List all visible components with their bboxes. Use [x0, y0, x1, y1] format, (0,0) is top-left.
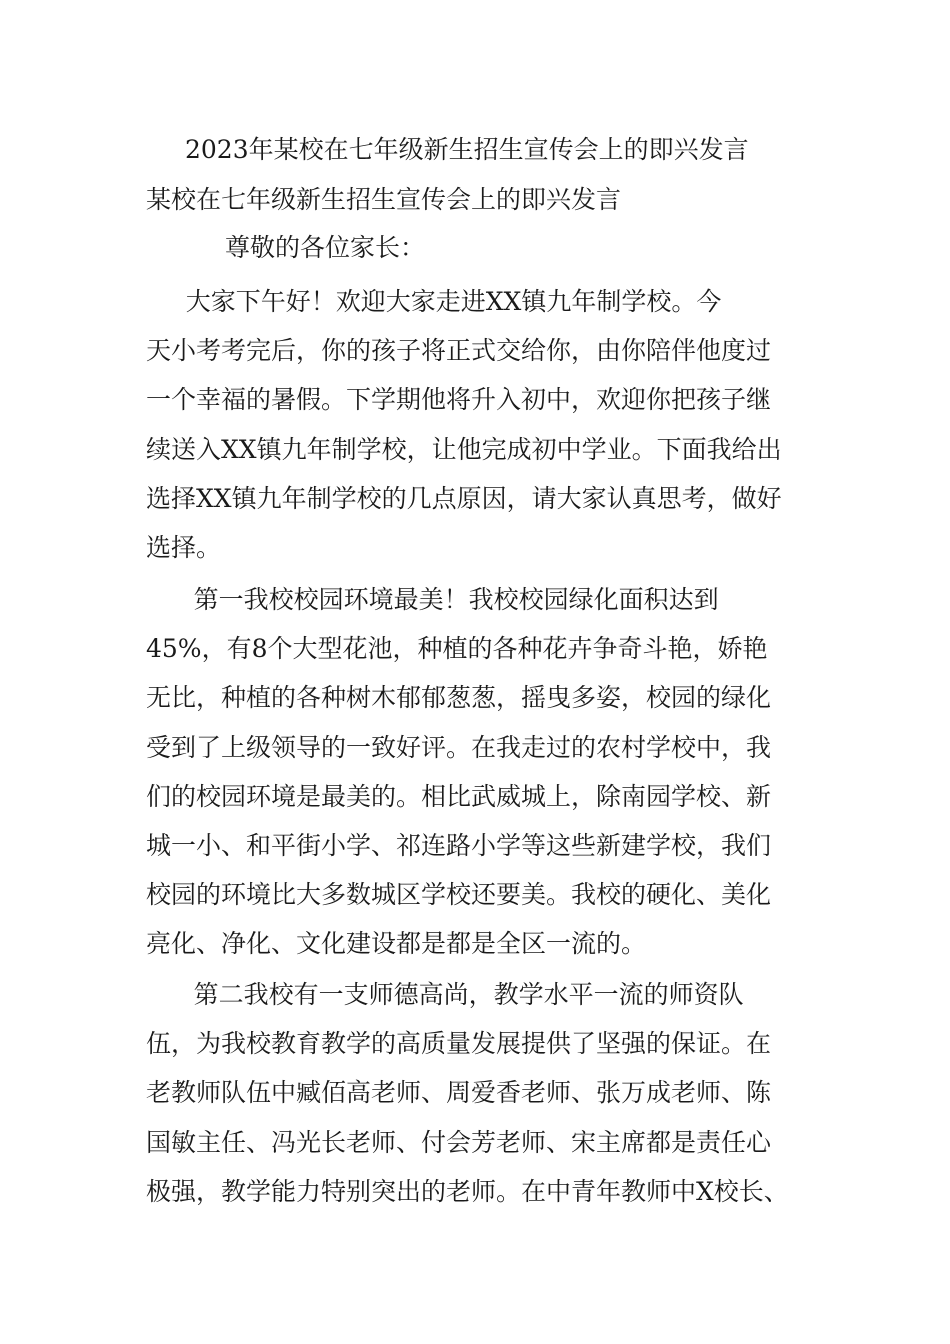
paragraph-line: 们的校园环境是最美的。相比武威城上，除南园学校、新	[146, 781, 772, 811]
paragraph-line: 极强，教学能力特别突出的老师。在中青年教师中X校长、	[146, 1176, 789, 1206]
paragraph-environment	[146, 575, 826, 969]
document-title: 2023年某校在七年级新生招生宣传会上的即兴发言	[185, 135, 749, 164]
paragraph-line: 第二我校有一支师德高尚，教学水平一流的师资队	[146, 980, 744, 1009]
paragraph-welcome	[146, 277, 826, 572]
paragraph-line: 天小考考完后，你的孩子将正式交给你，由你陪伴他度过	[146, 336, 772, 366]
paragraph-line: 受到了上级领导的一致好评。在我走过的农村学校中，我	[146, 732, 772, 762]
paragraph-line: 无比，种植的各种树木郁郁葱葱，摇曳多姿，校园的绿化	[146, 683, 772, 713]
paragraph-line: 选择XX镇九年制学校的几点原因，请大家认真思考，做好	[146, 483, 782, 513]
paragraph-teachers	[146, 970, 826, 1216]
document-subtitle: 某校在七年级新生招生宣传会上的即兴发言	[146, 185, 622, 214]
paragraph-line: 续送入XX镇九年制学校，让他完成初中学业。下面我给出	[146, 434, 782, 464]
paragraph-line: 选择。	[146, 533, 222, 563]
paragraph-line: 老教师队伍中臧佰高老师、周爱香老师、张万成老师、陈	[146, 1078, 772, 1108]
paragraph-line: 一个幸福的暑假。下学期他将升入初中，欢迎你把孩子继	[146, 385, 772, 415]
paragraph-line: 伍，为我校教育教学的高质量发展提供了坚强的保证。在	[146, 1029, 772, 1059]
paragraph-line: 城一小、和平街小学、祁连路小学等这些新建学校，我们	[146, 831, 772, 861]
paragraph-line: 大家下午好！欢迎大家走进XX镇九年制学校。今	[146, 287, 722, 316]
paragraph-line: 第一我校校园环境最美！我校校园绿化面积达到	[146, 585, 719, 614]
paragraph-line: 亮化、净化、文化建设都是都是全区一流的。	[146, 929, 647, 959]
paragraph-line: 45%，有8个大型花池，种植的各种花卉争奇斗艳，娇艳	[146, 634, 768, 664]
paragraph-line: 校园的环境比大多数城区学校还要美。我校的硬化、美化	[146, 880, 772, 910]
paragraph-line: 国敏主任、冯光长老师、付会芳老师、宋主席都是责任心	[146, 1127, 772, 1157]
salutation: 尊敬的各位家长：	[225, 233, 426, 262]
